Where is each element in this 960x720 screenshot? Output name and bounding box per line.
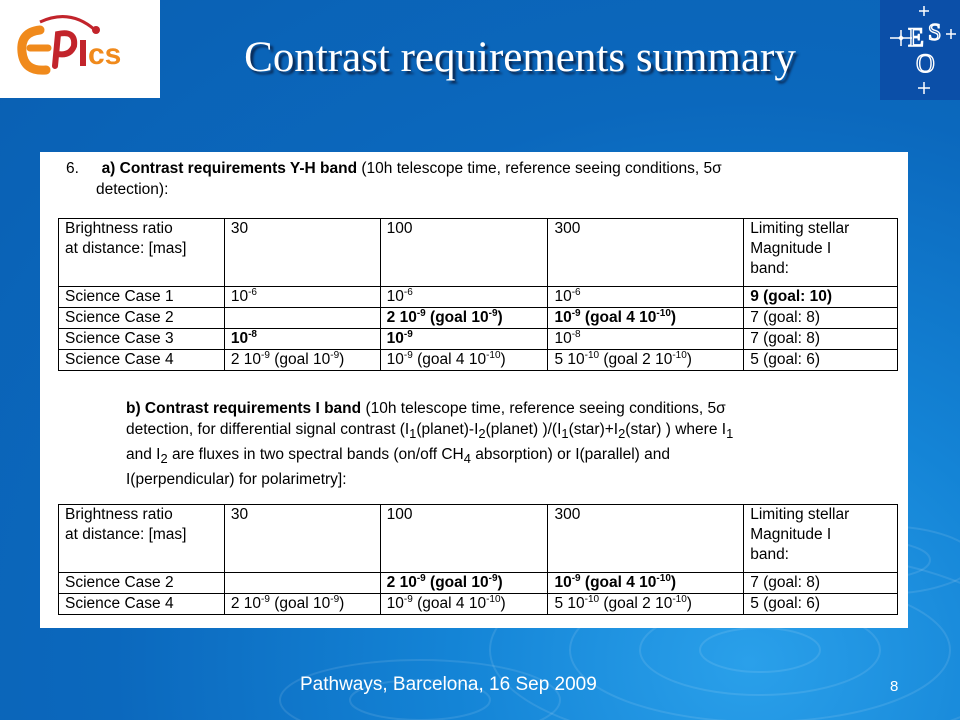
value-magnitude: 5 (goal: 6) bbox=[744, 350, 898, 371]
value-300: $10^{-8}$ bbox=[548, 329, 744, 350]
svg-text:S: S bbox=[928, 20, 942, 46]
case-label: Science Case 3 bbox=[59, 329, 225, 350]
case-label: Science Case 4 bbox=[59, 350, 225, 371]
value-30 bbox=[224, 573, 380, 594]
document-excerpt bbox=[40, 152, 908, 628]
value-300: $10^{-9}$ (goal 4 $10^{-10}$) bbox=[548, 573, 744, 594]
header-brightness-ratio: Brightness ratio at distance: [mas] bbox=[59, 219, 225, 287]
case-label: Science Case 4 bbox=[59, 594, 225, 615]
value-magnitude: 7 (goal: 8) bbox=[744, 329, 898, 350]
table-row bbox=[59, 308, 898, 329]
eso-logo bbox=[880, 0, 960, 100]
section-b-line2: detection, for differential signal contrast ($I_1(planet)-I_2(planet)$ )$/(I_1(star)+I_2(star)$ ) where $I_1$ bbox=[126, 421, 734, 442]
table-a-header-row bbox=[59, 219, 898, 287]
value-300: 5 $10^{-10}$ (goal 2 $10^{-10}$) bbox=[548, 350, 744, 371]
value-100: $10^{-6}$ bbox=[380, 287, 548, 308]
header-300: 300 bbox=[548, 505, 744, 573]
value-30: 2 $10^{-9}$ (goal $10^{-9}$) bbox=[224, 350, 380, 371]
eso-logo-mark bbox=[880, 0, 960, 100]
header-limiting-magnitude: Limiting stellar Magnitude I band: bbox=[744, 219, 898, 287]
header-brightness-ratio: Brightness ratio at distance: [mas] bbox=[59, 505, 225, 573]
case-label: Science Case 2 bbox=[59, 573, 225, 594]
header-300: 300 bbox=[548, 219, 744, 287]
table-row bbox=[59, 350, 898, 371]
svg-text:E: E bbox=[908, 23, 924, 52]
value-100: $10^{-9}$ bbox=[380, 329, 548, 350]
header-100: 100 bbox=[380, 219, 548, 287]
table-b-header-row bbox=[59, 505, 898, 573]
value-magnitude: 9 (goal: 10) bbox=[744, 287, 898, 308]
section-b-line1: (10h telescope time, reference seeing conditions, 5σ bbox=[365, 400, 726, 417]
value-300: 5 $10^{-10}$ (goal 2 $10^{-10}$) bbox=[548, 594, 744, 615]
svg-text:O: O bbox=[916, 49, 935, 78]
header-30: 30 bbox=[224, 505, 380, 573]
section-b-line3: and $I_2$ are fluxes in two spectral bands (on/off $CH_4$ absorption) or I(parallel) and bbox=[126, 446, 670, 467]
section-b-heading bbox=[126, 398, 886, 490]
epics-logo bbox=[0, 0, 160, 98]
section-a-heading bbox=[66, 158, 896, 200]
table-a bbox=[58, 218, 898, 371]
case-label: Science Case 2 bbox=[59, 308, 225, 329]
value-30: 2 $10^{-9}$ (goal $10^{-9}$) bbox=[224, 594, 380, 615]
value-30 bbox=[224, 308, 380, 329]
value-100: 2 $10^{-9}$ (goal $10^{-9}$) bbox=[380, 308, 548, 329]
footer-text: Pathways, Barcelona, 16 Sep 2009 bbox=[300, 674, 597, 695]
table-b bbox=[58, 504, 898, 615]
value-300: $10^{-9}$ (goal 4 $10^{-10}$) bbox=[548, 308, 744, 329]
value-magnitude: 7 (goal: 8) bbox=[744, 573, 898, 594]
value-100: $10^{-9}$ (goal 4 $10^{-10}$) bbox=[380, 594, 548, 615]
value-magnitude: 7 (goal: 8) bbox=[744, 308, 898, 329]
slide-title: Contrast requirements summary bbox=[244, 34, 796, 81]
case-label: Science Case 1 bbox=[59, 287, 225, 308]
header-30: 30 bbox=[224, 219, 380, 287]
epics-logo-mark bbox=[0, 0, 160, 98]
header-100: 100 bbox=[380, 505, 548, 573]
value-100: $10^{-9}$ (goal 4 $10^{-10}$) bbox=[380, 350, 548, 371]
table-row bbox=[59, 287, 898, 308]
section-a-description-line2: detection): bbox=[96, 181, 169, 198]
page-number: 8 bbox=[890, 678, 899, 695]
section-b-label: b) Contrast requirements I band bbox=[126, 400, 362, 417]
section-number: 6. bbox=[66, 160, 79, 177]
table-row bbox=[59, 594, 898, 615]
svg-text:cs: cs bbox=[88, 38, 122, 71]
value-100: 2 $10^{-9}$ (goal $10^{-9}$) bbox=[380, 573, 548, 594]
value-30: $10^{-6}$ bbox=[224, 287, 380, 308]
table-row bbox=[59, 329, 898, 350]
header-limiting-magnitude: Limiting stellar Magnitude I band: bbox=[744, 505, 898, 573]
table-row bbox=[59, 573, 898, 594]
value-magnitude: 5 (goal: 6) bbox=[744, 594, 898, 615]
section-a-description-line1: (10h telescope time, reference seeing conditions, 5σ bbox=[361, 160, 722, 177]
value-30: $10^{-8}$ bbox=[224, 329, 380, 350]
section-b-line4: I(perpendicular) for polarimetry]: bbox=[126, 471, 347, 489]
value-300: $10^{-6}$ bbox=[548, 287, 744, 308]
section-a-label: a) Contrast requirements Y-H band bbox=[101, 160, 358, 177]
